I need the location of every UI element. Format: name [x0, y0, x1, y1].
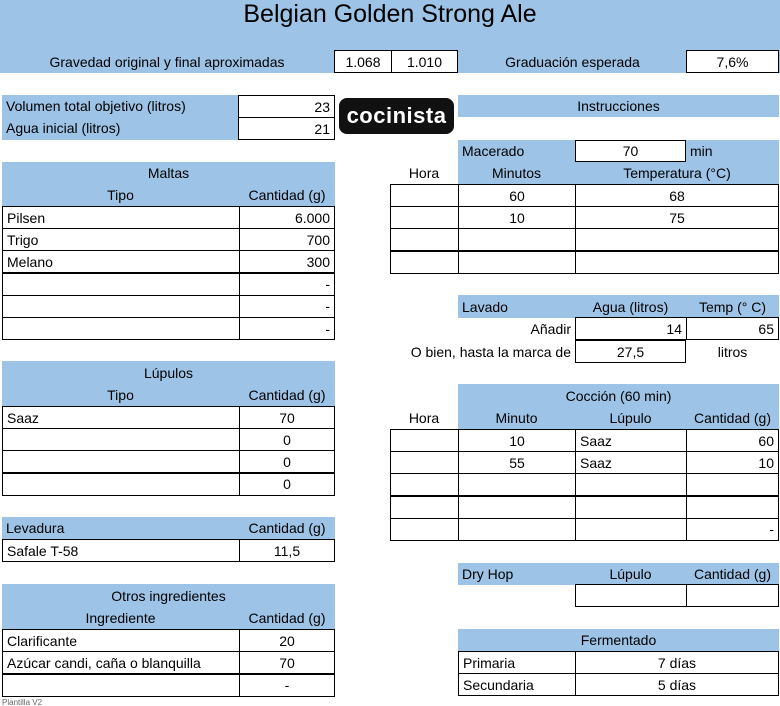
hops-col-qty: Cantidad (g): [248, 387, 326, 403]
footer-note: Plantilla V2: [2, 699, 43, 706]
malt-type-cell[interactable]: Melano: [2, 250, 240, 273]
malt-qty-cell[interactable]: -: [239, 295, 335, 318]
mash-col-temp: Temperatura (°C): [623, 165, 731, 181]
mash-temp-cell[interactable]: 68: [575, 184, 779, 207]
yeast-qty[interactable]: 11,5: [239, 539, 335, 562]
og-value[interactable]: 1.068: [334, 50, 392, 73]
abv-value[interactable]: 7,6%: [686, 50, 779, 73]
sparge-add-temp[interactable]: 65: [686, 317, 779, 340]
sparge-label: Lavado: [462, 298, 508, 315]
sparge-mark-value[interactable]: 27,5: [575, 340, 686, 363]
boil-minute-cell[interactable]: [458, 518, 576, 541]
boil-hop-cell[interactable]: [575, 518, 687, 541]
mash-minutes-cell[interactable]: 60: [458, 184, 576, 207]
mash-minutes[interactable]: 70: [575, 140, 686, 162]
boil-hop-cell[interactable]: [575, 496, 687, 519]
others-col-type: Ingrediente: [85, 610, 156, 626]
water-value[interactable]: 21: [238, 117, 335, 140]
malt-qty-cell[interactable]: 6.000: [239, 206, 335, 229]
malts-title: Maltas: [147, 165, 190, 181]
other-ingredient-cell[interactable]: Azúcar candi, caña o blanquilla: [2, 651, 240, 674]
hop-type-cell[interactable]: Saaz: [2, 406, 240, 429]
boil-hour-cell[interactable]: [390, 518, 459, 541]
ferment-primary-label: Primaria: [458, 651, 576, 674]
sparge-col-water: Agua (litros): [592, 298, 669, 315]
fg-value[interactable]: 1.010: [391, 50, 458, 73]
other-ingredient-cell[interactable]: Clarificante: [2, 629, 240, 652]
boil-hop-cell[interactable]: [575, 473, 687, 496]
malts-col-type: Tipo: [107, 187, 134, 203]
mash-hour-cell[interactable]: [390, 251, 459, 274]
mash-hour-cell[interactable]: [390, 228, 459, 251]
boil-qty-cell[interactable]: -: [686, 518, 779, 541]
other-ingredient-cell[interactable]: [2, 674, 240, 697]
malt-qty-cell[interactable]: -: [239, 273, 335, 296]
sparge-add-water[interactable]: 14: [575, 317, 687, 340]
volume-label: Volumen total objetivo (litros): [6, 98, 186, 114]
sparge-mark-unit: litros: [717, 343, 748, 360]
abv-label: Graduación esperada: [505, 54, 640, 70]
malts-col-qty: Cantidad (g): [248, 187, 326, 203]
others-col-qty: Cantidad (g): [248, 610, 326, 626]
mash-minutes-cell[interactable]: [458, 251, 576, 274]
boil-qty-cell[interactable]: [686, 473, 779, 496]
malt-type-cell[interactable]: Pilsen: [2, 206, 240, 229]
mash-minutes-cell[interactable]: 10: [458, 206, 576, 229]
mash-hour-cell[interactable]: [390, 206, 459, 229]
mash-temp-cell[interactable]: 75: [575, 206, 779, 229]
mash-temp-cell[interactable]: [575, 251, 779, 274]
boil-hop-cell[interactable]: Saaz: [575, 429, 687, 452]
recipe-title: Belgian Golden Strong Ale: [243, 0, 537, 28]
boil-hour-cell[interactable]: [390, 496, 459, 519]
boil-col-qty: Cantidad (g): [693, 410, 772, 426]
yeast-title: Levadura: [6, 520, 65, 536]
yeast-name[interactable]: Safale T-58: [2, 539, 240, 562]
sparge-col-temp: Temp (° C): [698, 298, 767, 315]
yeast-col-qty: Cantidad (g): [248, 520, 326, 536]
malt-qty-cell[interactable]: -: [239, 317, 335, 340]
ferment-secondary-value[interactable]: 5 días: [575, 673, 779, 696]
hops-title: Lúpulos: [143, 364, 194, 381]
boil-hour-cell[interactable]: [390, 473, 459, 496]
boil-col-hop: Lúpulo: [609, 410, 652, 426]
dryhop-qty[interactable]: [686, 584, 779, 607]
other-qty-cell[interactable]: -: [239, 674, 335, 697]
hop-type-cell[interactable]: [2, 428, 240, 451]
mash-unit: min: [690, 143, 713, 159]
malt-type-cell[interactable]: [2, 317, 240, 340]
boil-col-hour: Hora: [408, 410, 440, 426]
sparge-mark-label: O bien, hasta la marca de: [410, 343, 571, 360]
malt-type-cell[interactable]: [2, 273, 240, 296]
mash-col-hour: Hora: [408, 165, 440, 181]
malt-qty-cell[interactable]: 300: [239, 250, 335, 273]
boil-minute-cell[interactable]: [458, 496, 576, 519]
ferment-secondary-label: Secundaria: [458, 673, 576, 696]
ferment-primary-value[interactable]: 7 días: [575, 651, 779, 674]
mash-temp-cell[interactable]: [575, 228, 779, 251]
hop-qty-cell[interactable]: 0: [239, 473, 335, 496]
instructions-title: Instrucciones: [577, 98, 660, 114]
gravity-label: Gravedad original y final aproximadas: [49, 54, 285, 70]
dryhop-label: Dry Hop: [462, 566, 514, 582]
boil-hour-cell[interactable]: [390, 429, 459, 452]
hop-type-cell[interactable]: [2, 473, 240, 496]
boil-minute-cell[interactable]: 55: [458, 451, 576, 474]
boil-minute-cell[interactable]: [458, 473, 576, 496]
malt-type-cell[interactable]: [2, 295, 240, 318]
malt-type-cell[interactable]: Trigo: [2, 228, 240, 251]
boil-hop-cell[interactable]: Saaz: [575, 451, 687, 474]
other-qty-cell[interactable]: 20: [239, 629, 335, 652]
hop-qty-cell[interactable]: 70: [239, 406, 335, 429]
hops-col-type: Tipo: [107, 387, 134, 403]
mash-col-minutes: Minutos: [491, 165, 542, 181]
boil-qty-cell[interactable]: [686, 496, 779, 519]
boil-title: Cocción (60 min): [565, 387, 672, 404]
hop-type-cell[interactable]: [2, 450, 240, 473]
dryhop-col-hop: Lúpulo: [609, 566, 652, 582]
boil-minute-cell[interactable]: 10: [458, 429, 576, 452]
dryhop-hop[interactable]: [575, 584, 687, 607]
boil-qty-cell[interactable]: 10: [686, 451, 779, 474]
mash-label: Macerado: [462, 143, 525, 159]
water-label: Agua inicial (litros): [6, 120, 121, 136]
hop-qty-cell[interactable]: 0: [239, 450, 335, 473]
boil-col-minute: Minuto: [495, 410, 538, 426]
boil-qty-cell[interactable]: 60: [686, 429, 779, 452]
hop-qty-cell[interactable]: 0: [239, 428, 335, 451]
mash-minutes-cell[interactable]: [458, 228, 576, 251]
cocinista-logo: cocinista: [339, 98, 454, 134]
malt-qty-cell[interactable]: 700: [239, 228, 335, 251]
others-title: Otros ingredientes: [111, 587, 226, 604]
volume-value[interactable]: 23: [238, 95, 335, 118]
mash-hour-cell[interactable]: [390, 184, 459, 207]
sparge-add-label: Añadir: [530, 320, 571, 337]
boil-hour-cell[interactable]: [390, 451, 459, 474]
dryhop-col-qty: Cantidad (g): [693, 566, 772, 582]
other-qty-cell[interactable]: 70: [239, 651, 335, 674]
ferment-title: Fermentado: [580, 632, 657, 648]
